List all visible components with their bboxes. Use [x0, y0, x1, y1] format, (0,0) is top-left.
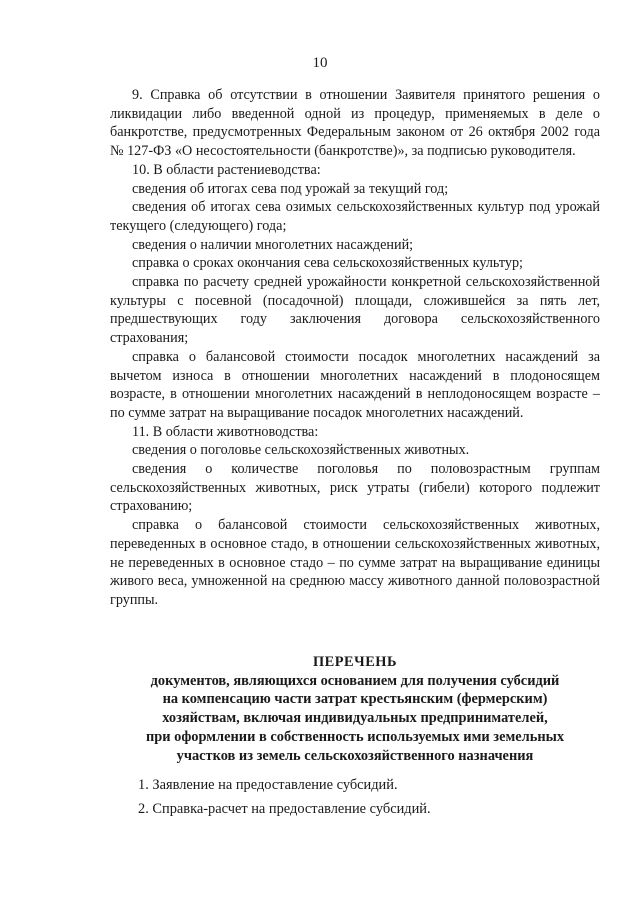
paragraph-winter-crops: сведения об итогах сева озимых сельскохозяйственных культур под урожай текущего (следующего) года; [110, 199, 600, 234]
section-heading-livestock: 11. В области животноводства: [132, 423, 319, 440]
document-list [138, 773, 598, 821]
section-heading-crop-production: 10. В области растениеводства: [132, 161, 321, 178]
heading-title: ПЕРЕЧЕНЬ [312, 654, 398, 670]
paragraph-livestock-age-groups: сведения о количестве поголовья по половозрастным группам сельскохозяйственных животных, риск утраты (гибели) которого подлежит страхованию; [110, 461, 600, 515]
list-item: 1. Заявление на предоставление субсидий. [138, 777, 398, 793]
heading-line: хозяйствам, включая индивидуальных предпринимателей, [162, 710, 548, 727]
list-item: 2. Справка-расчет на предоставление субсидий. [138, 801, 431, 817]
paragraph-livestock-book-value: справка о балансовой стоимости сельскохозяйственных животных, переведенных в основное стадо, в отношении сельскохозяйственных животных, не переведенных в основное стадо – по сумме затрат на выращивание единицы живого веса, умноженной на среднюю массу животного данной половозрастной группы. [110, 517, 600, 608]
paragraph-average-yield: справка по расчету средней урожайности конкретной сельскохозяйственной культуры с посевной (посадочной) площади, сложившейся за пять лет, предшествующих году заключения договора сельскохозяйственного страхования; [110, 274, 600, 347]
heading-line: участков из земель сельскохозяйственного назначения [176, 747, 534, 764]
paragraph-sowing-deadlines: справка о сроках окончания сева сельскохозяйственных культур; [132, 255, 523, 272]
paragraph-perennial-plantings: сведения о наличии многолетних насаждений; [132, 236, 414, 253]
heading-line: документов, являющихся основанием для получения субсидий [150, 672, 560, 689]
paragraph-sowing-current-year: сведения об итогах сева под урожай за текущий год; [132, 180, 449, 197]
list-heading [110, 653, 600, 765]
document-body [110, 86, 600, 610]
heading-line: на компенсацию части затрат крестьянским (фермерским) [162, 691, 548, 708]
heading-line: при оформлении в собственность используемых ими земельных [145, 728, 565, 745]
page-number: 10 [312, 55, 328, 71]
paragraph-item-9: 9. Справка об отсутствии в отношении Заявителя принятого решения о ликвидации либо введенной одной из процедур, применяемых в деле о банкротстве, предусмотренных Федеральным законом от 26 октября 2002 года № 127-ФЗ «О несостоятельности (банкротстве)», за подписью руководителя. [110, 87, 600, 160]
paragraph-livestock-count: сведения о поголовье сельскохозяйственных животных. [132, 442, 470, 459]
paragraph-plantings-book-value: справка о балансовой стоимости посадок многолетних насаждений за вычетом износа в отношении многолетних насаждений в плодоносящем возрасте, в отношении многолетних насаждений в неплодоносящем возрасте – по сумме затрат на выращивание посадок многолетних насаждений. [110, 348, 600, 421]
